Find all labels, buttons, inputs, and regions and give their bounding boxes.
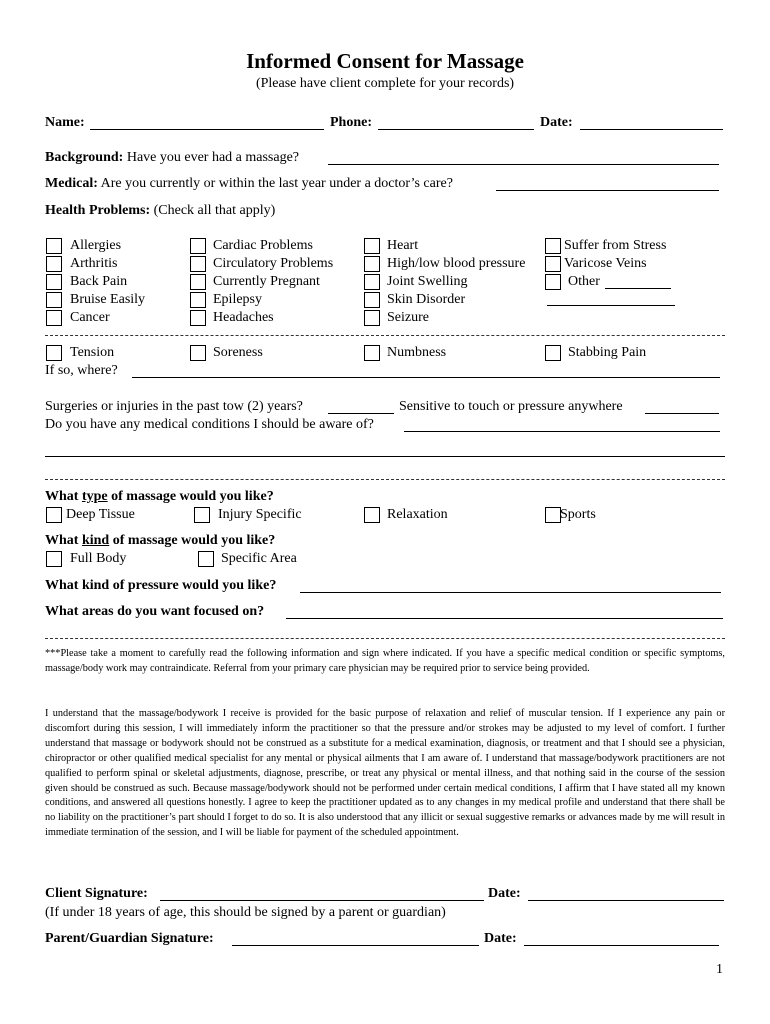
label-seizure: Seizure [387, 310, 429, 325]
label-epilepsy: Epilepsy [213, 292, 262, 307]
other-field-2[interactable] [547, 305, 675, 306]
page-number: 1 [716, 962, 723, 977]
label-stress: Suffer from Stress [564, 238, 667, 253]
client-date-label: Date: [488, 886, 521, 901]
label-skin-disorder: Skin Disorder [387, 292, 466, 307]
health-instruction: (Check all that apply) [153, 203, 276, 218]
checkbox-tension[interactable] [46, 345, 62, 361]
checkbox-cancer[interactable] [46, 310, 62, 326]
client-date-field[interactable] [528, 900, 724, 901]
client-signature-field[interactable] [160, 900, 484, 901]
label-headaches: Headaches [213, 310, 274, 325]
minor-note: (If under 18 years of age, this should be signed by a parent or guardian) [45, 905, 446, 920]
health-heading [45, 203, 275, 219]
label-currently-pregnant: Currently Pregnant [213, 274, 320, 289]
label-bruise-easily: Bruise Easily [70, 292, 146, 307]
consent-paragraph: I understand that the massage/bodywork I receive is provided for the basic purpose of relaxation and relief of muscular tension. If I experience any pain or discomfort during this session, I will immediately inform the practitioner so that the pressure and/or strokes may be adjusted to my level of comfort. I further understand that massage or bodywork should not be construed as a substitute for a medical examination, diagnosis, or treatment and that I should see a physician, chiropractor or other qualified medical specialist for any mental or physical ailments that I am aware of. I understand that massage/bodywork practitioners are not qualified to perform spinal or skeletal adjustments, diagnose, prescribe, or treat any physical or mental illness, and that nothing said in the course of the session given should be construed as such. Because massage/bodywork should not be performed under certain medical conditions, I affirm that I have stated all my known conditions, and answered all questions honestly. I agree to keep the practitioner updated as to any changes in my medical profile and understand that there shall be no liability on the practitioner’s part should I forget to do so. It is also understood that any illicit or sexual suggestive remarks or advances made by me will result in immediate termination of the session, and I will be liable for payment of the scheduled appointment. [45, 708, 725, 839]
checkbox-epilepsy[interactable] [190, 292, 206, 308]
checkbox-full-body[interactable] [46, 551, 62, 567]
label-circulatory-problems: Circulatory Problems [213, 256, 334, 271]
checkbox-circulatory-problems[interactable] [190, 256, 206, 272]
checkbox-skin-disorder[interactable] [364, 292, 380, 308]
where-label: If so, where? [45, 363, 118, 378]
medical-label: Medical: [45, 176, 98, 191]
checkbox-cardiac-problems[interactable] [190, 238, 206, 254]
background-field[interactable] [328, 164, 719, 165]
name-field[interactable] [90, 129, 324, 130]
health-label: Health Problems: [45, 203, 151, 218]
checkbox-stabbing-pain[interactable] [545, 345, 561, 361]
label-stabbing-pain: Stabbing Pain [568, 345, 647, 360]
page-subtitle: (Please have client complete for your records) [255, 76, 515, 91]
checkbox-allergies[interactable] [46, 238, 62, 254]
medical-question: Are you currently or within the last year under a doctor’s care? [100, 176, 453, 191]
massage-kind-question: What kind of massage would you like? [45, 533, 276, 548]
phone-field[interactable] [378, 129, 534, 130]
checkbox-headaches[interactable] [190, 310, 206, 326]
checkbox-specific-area[interactable] [198, 551, 214, 567]
background-question: Have you ever had a massage? [126, 150, 300, 165]
checkbox-sports[interactable] [545, 507, 561, 523]
checkbox-deep-tissue[interactable] [46, 507, 62, 523]
phone-label: Phone: [330, 115, 372, 130]
sensitive-question: Sensitive to touch or pressure anywhere [399, 399, 623, 414]
checkbox-currently-pregnant[interactable] [190, 274, 206, 290]
label-back-pain: Back Pain [70, 274, 128, 289]
checkbox-injury-specific[interactable] [194, 507, 210, 523]
other-field[interactable] [605, 288, 671, 289]
label-sports: Sports [560, 507, 596, 522]
label-allergies: Allergies [70, 238, 122, 253]
label-injury-specific: Injury Specific [218, 507, 302, 522]
label-relaxation: Relaxation [387, 507, 448, 522]
sensitive-field[interactable] [645, 413, 719, 414]
guardian-signature-field[interactable] [232, 945, 479, 946]
label-soreness: Soreness [213, 345, 263, 360]
label-joint-swelling: Joint Swelling [387, 274, 468, 289]
checkbox-heart[interactable] [364, 238, 380, 254]
client-signature-label: Client Signature: [45, 886, 148, 901]
checkbox-bruise-easily[interactable] [46, 292, 62, 308]
label-tension: Tension [70, 345, 115, 360]
guardian-signature-label: Parent/Guardian Signature: [45, 931, 214, 946]
checkbox-relaxation[interactable] [364, 507, 380, 523]
checkbox-seizure[interactable] [364, 310, 380, 326]
where-field[interactable] [132, 377, 720, 378]
pressure-field[interactable] [300, 592, 721, 593]
section-divider-3 [45, 638, 725, 639]
label-full-body: Full Body [70, 551, 127, 566]
checkbox-other[interactable] [545, 274, 561, 290]
pressure-question: What kind of pressure would you like? [45, 578, 277, 593]
notice-paragraph: ***Please take a moment to carefully read the following information and sign where indicated. If you have a specific medical condition or specific symptoms, massage/body work may contraindicate. Referral from your primary care physician may be required prior to service being provided. [45, 648, 725, 674]
section-divider [45, 335, 725, 336]
conditions-field[interactable] [404, 431, 720, 432]
checkbox-blood-pressure[interactable] [364, 256, 380, 272]
background-row [45, 150, 299, 166]
label-other: Other [568, 274, 600, 289]
section-divider-2 [45, 479, 725, 480]
areas-question: What areas do you want focused on? [45, 604, 265, 619]
date-label: Date: [540, 115, 573, 130]
checkbox-joint-swelling[interactable] [364, 274, 380, 290]
checkbox-back-pain[interactable] [46, 274, 62, 290]
guardian-date-label: Date: [484, 931, 517, 946]
guardian-date-field[interactable] [524, 945, 719, 946]
label-blood-pressure: High/low blood pressure [387, 256, 526, 271]
checkbox-varicose-veins[interactable] [545, 256, 561, 272]
checkbox-soreness[interactable] [190, 345, 206, 361]
label-cancer: Cancer [70, 310, 110, 325]
checkbox-numbness[interactable] [364, 345, 380, 361]
label-arthritis: Arthritis [70, 256, 118, 271]
massage-type-question: What type of massage would you like? [45, 489, 274, 504]
checkbox-stress[interactable] [545, 238, 561, 254]
label-specific-area: Specific Area [221, 551, 297, 566]
medical-field[interactable] [496, 190, 719, 191]
date-field[interactable] [580, 129, 723, 130]
background-label: Background: [45, 150, 124, 165]
surgeries-question: Surgeries or injuries in the past tow (2) years? [45, 399, 303, 414]
label-varicose-veins: Varicose Veins [564, 256, 647, 271]
conditions-question: Do you have any medical conditions I should be aware of? [45, 417, 374, 432]
label-deep-tissue: Deep Tissue [66, 507, 135, 522]
page-title: Informed Consent for Massage [246, 49, 524, 73]
name-label: Name: [45, 115, 85, 130]
checkbox-arthritis[interactable] [46, 256, 62, 272]
label-numbness: Numbness [387, 345, 447, 360]
surgeries-field[interactable] [328, 413, 394, 414]
label-heart: Heart [387, 238, 419, 253]
label-cardiac-problems: Cardiac Problems [213, 238, 313, 253]
conditions-field-2[interactable] [45, 456, 725, 457]
areas-field[interactable] [286, 618, 723, 619]
medical-row [45, 176, 453, 192]
